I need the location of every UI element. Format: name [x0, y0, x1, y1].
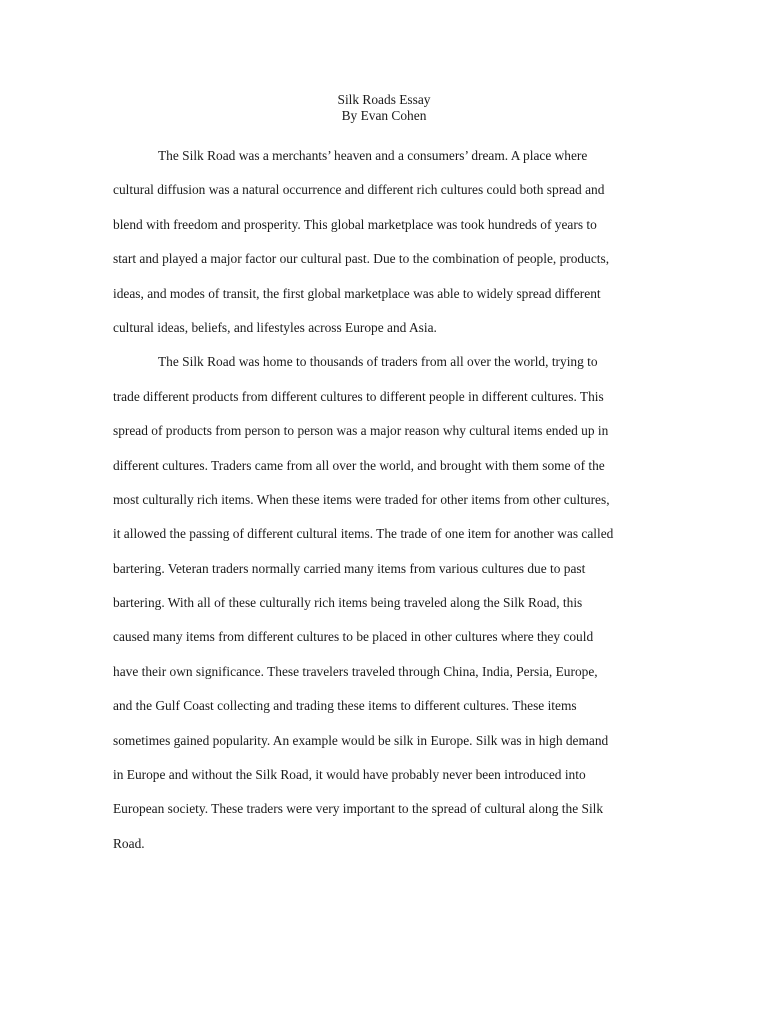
text-line: The Silk Road was a merchants’ heaven and a consumers’ dream. A place where	[158, 148, 588, 163]
text-line: cultural ideas, beliefs, and lifestyles across Europe and Asia.	[113, 319, 437, 335]
text-line: Road.	[113, 835, 145, 851]
text-line: it allowed the passing of different cultural items. The trade of one item for another was called	[113, 526, 614, 542]
text-line: in Europe and without the Silk Road, it would have probably never been introduced into	[113, 767, 586, 783]
paragraph-2	[113, 345, 673, 861]
document-title: Silk Roads Essay	[337, 92, 431, 107]
text-line: start and played a major factor our cultural past. Due to the combination of people, products,	[113, 251, 610, 267]
text-line: sometimes gained popularity. An example would be silk in Europe. Silk was in high demand	[113, 732, 609, 748]
text-line: trade different products from different cultures to different people in different cultures. This	[113, 388, 604, 404]
document-byline: By Evan Cohen	[341, 108, 427, 123]
text-line: and the Gulf Coast collecting and trading these items to different cultures. These items	[113, 698, 577, 714]
text-line: European society. These traders were very important to the spread of cultural along the Silk	[113, 801, 604, 817]
text-line: cultural diffusion was a natural occurrence and different rich cultures could both spread and	[113, 182, 605, 198]
title-block	[0, 92, 768, 124]
text-line: bartering. With all of these culturally rich items being traveled along the Silk Road, this	[113, 595, 583, 611]
text-line: have their own significance. These travelers traveled through China, India, Persia, Europe,	[113, 663, 598, 679]
text-line: blend with freedom and prosperity. This global marketplace was took hundreds of years to	[113, 216, 597, 232]
text-line: caused many items from different cultures to be placed in other cultures where they could	[113, 629, 594, 645]
text-line: The Silk Road was home to thousands of traders from all over the world, trying to	[158, 354, 598, 370]
paragraph-1	[113, 139, 673, 345]
text-line: bartering. Veteran traders normally carried many items from various cultures due to past	[113, 560, 586, 576]
text-line: most culturally rich items. When these items were traded for other items from other cultures,	[113, 491, 610, 507]
text-line: different cultures. Traders came from all over the world, and brought with them some of the	[113, 457, 605, 473]
text-line: ideas, and modes of transit, the first global marketplace was able to widely spread different	[113, 285, 601, 301]
essay-body	[113, 139, 673, 861]
text-line: spread of products from person to person was a major reason why cultural items ended up in	[113, 423, 609, 439]
